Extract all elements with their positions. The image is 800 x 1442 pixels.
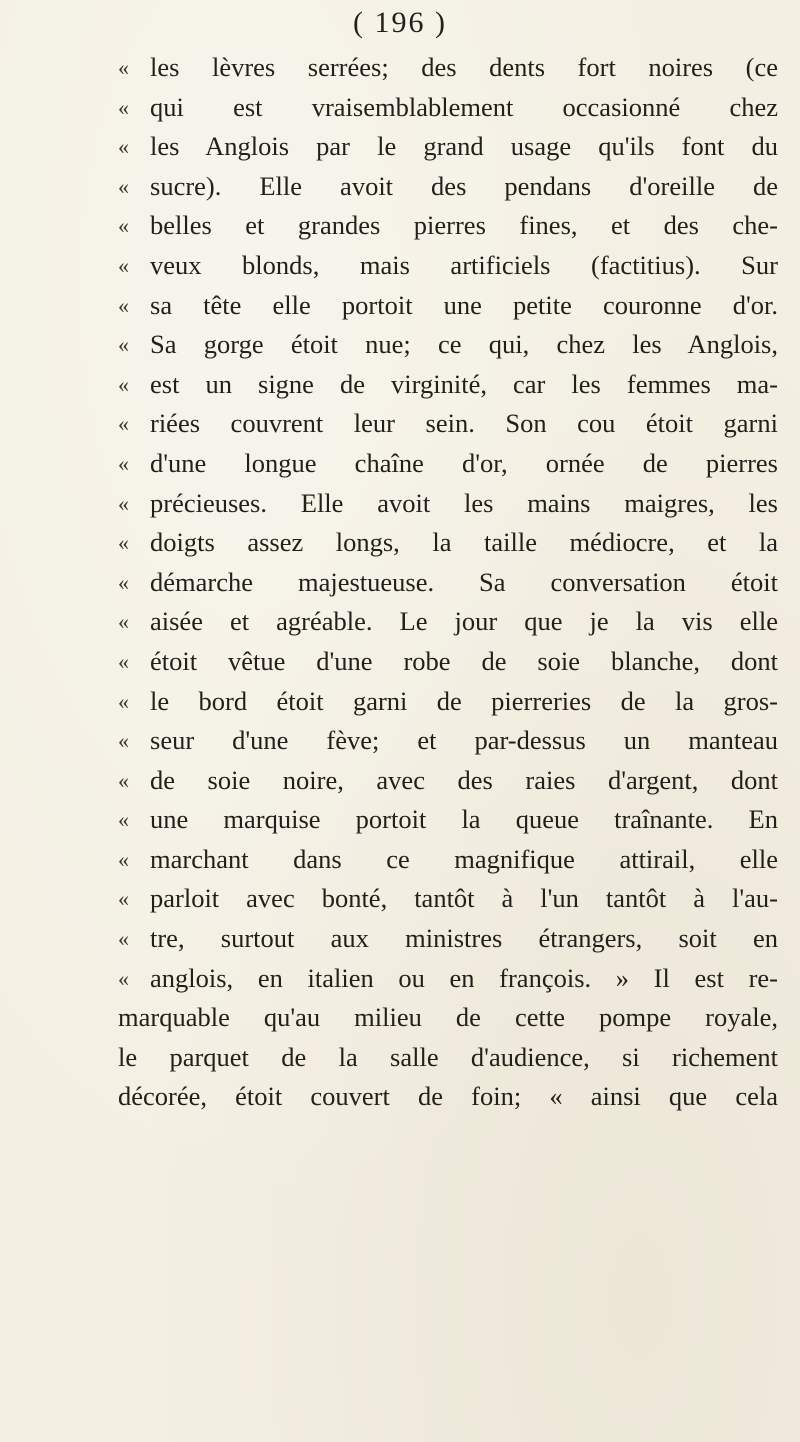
text-line <box>118 682 778 722</box>
quote-mark: « <box>118 292 129 318</box>
quote-mark: « <box>118 134 129 160</box>
quote-mark: « <box>118 846 129 872</box>
text-line <box>118 563 778 603</box>
text-line <box>118 523 778 563</box>
quote-mark: « <box>118 648 129 674</box>
text-line <box>118 642 778 682</box>
text-line <box>118 404 778 444</box>
quote-mark: « <box>118 926 129 952</box>
text-line <box>118 325 778 365</box>
text-line <box>118 88 778 128</box>
text-line <box>118 800 778 840</box>
text-line <box>118 246 778 286</box>
quote-mark: « <box>118 173 129 199</box>
line-text: aisée et agréable. Le jour que je la vis elle <box>150 606 778 637</box>
quote-mark: « <box>118 965 129 991</box>
text-line <box>118 444 778 484</box>
line-text: marchant dans ce magnifique attirail, elle <box>150 843 778 874</box>
line-text: étoit vêtue d'une robe de soie blanche, dont <box>150 645 778 676</box>
line-text: le bord étoit garni de pierreries de la gros- <box>150 685 778 716</box>
line-text: une marquise portoit la queue traînante. En <box>150 804 778 835</box>
quote-mark: « <box>118 55 129 80</box>
quote-mark: « <box>118 886 129 912</box>
quote-mark: « <box>118 490 129 516</box>
quote-mark: « <box>118 411 129 437</box>
text-line <box>118 721 778 761</box>
line-text: riées couvrent leur sein. Son cou étoit garni <box>150 408 778 439</box>
line-text: précieuses. Elle avoit les mains maigres, les <box>150 487 778 518</box>
text-line <box>118 1077 778 1117</box>
line-text: seur d'une fève; et par-dessus un manteau <box>150 725 778 756</box>
quote-mark: « <box>118 807 129 833</box>
text-line <box>118 998 778 1038</box>
quote-mark: « <box>118 688 129 714</box>
quote-mark: « <box>118 728 129 754</box>
text-line <box>118 206 778 246</box>
text-line <box>118 959 778 999</box>
line-text: veux blonds, mais artificiels (factitius). Sur <box>150 249 778 280</box>
line-text: tre, surtout aux ministres étrangers, soit en <box>150 923 778 954</box>
text-line <box>118 127 778 167</box>
text-line <box>118 761 778 801</box>
quote-mark: « <box>118 569 129 595</box>
line-text: d'une longue chaîne d'or, ornée de pierres <box>150 447 778 478</box>
line-text: doigts assez longs, la taille médiocre, et la <box>150 527 778 558</box>
text-line <box>118 602 778 642</box>
line-text: les Anglois par le grand usage qu'ils font du <box>150 131 778 162</box>
line-text: décorée, étoit couvert de foin; « ainsi que cela <box>118 1081 778 1112</box>
text-line <box>118 365 778 405</box>
quote-mark: « <box>118 252 129 278</box>
quote-mark: « <box>118 609 129 635</box>
text-line <box>118 840 778 880</box>
quote-mark: « <box>118 94 129 120</box>
text-line <box>118 48 778 88</box>
line-text: belles et grandes pierres fines, et des che- <box>150 210 778 241</box>
text-line <box>118 879 778 919</box>
text-line <box>118 919 778 959</box>
line-text: le parquet de la salle d'audience, si richement <box>118 1041 778 1072</box>
line-text: sa tête elle portoit une petite couronne d'or. <box>150 289 778 320</box>
line-text: marquable qu'au milieu de cette pompe royale, <box>118 1002 778 1033</box>
line-text: démarche majestueuse. Sa conversation étoit <box>150 566 778 597</box>
line-text: anglois, en italien ou en françois. » Il est re- <box>150 962 778 993</box>
line-text: parloit avec bonté, tantôt à l'un tantôt à l'au- <box>150 883 778 914</box>
text-line <box>118 484 778 524</box>
line-text: les lèvres serrées; des dents fort noires (ce <box>150 52 778 82</box>
body-text <box>118 48 778 1117</box>
quote-mark: « <box>118 332 129 358</box>
text-line <box>118 1038 778 1078</box>
line-text: qui est vraisemblablement occasionné chez <box>150 91 778 122</box>
quote-mark: « <box>118 213 129 239</box>
text-line <box>118 167 778 207</box>
line-text: Sa gorge étoit nue; ce qui, chez les Anglois, <box>150 329 778 360</box>
line-text: de soie noire, avec des raies d'argent, dont <box>150 764 778 795</box>
line-text: est un signe de virginité, car les femmes ma- <box>150 368 778 399</box>
text-line <box>118 286 778 326</box>
quote-mark: « <box>118 450 129 476</box>
quote-mark: « <box>118 767 129 793</box>
quote-mark: « <box>118 371 129 397</box>
page-number: ( 196 ) <box>353 6 447 39</box>
line-text: sucre). Elle avoit des pendans d'oreille de <box>150 170 778 201</box>
quote-mark: « <box>118 530 129 556</box>
